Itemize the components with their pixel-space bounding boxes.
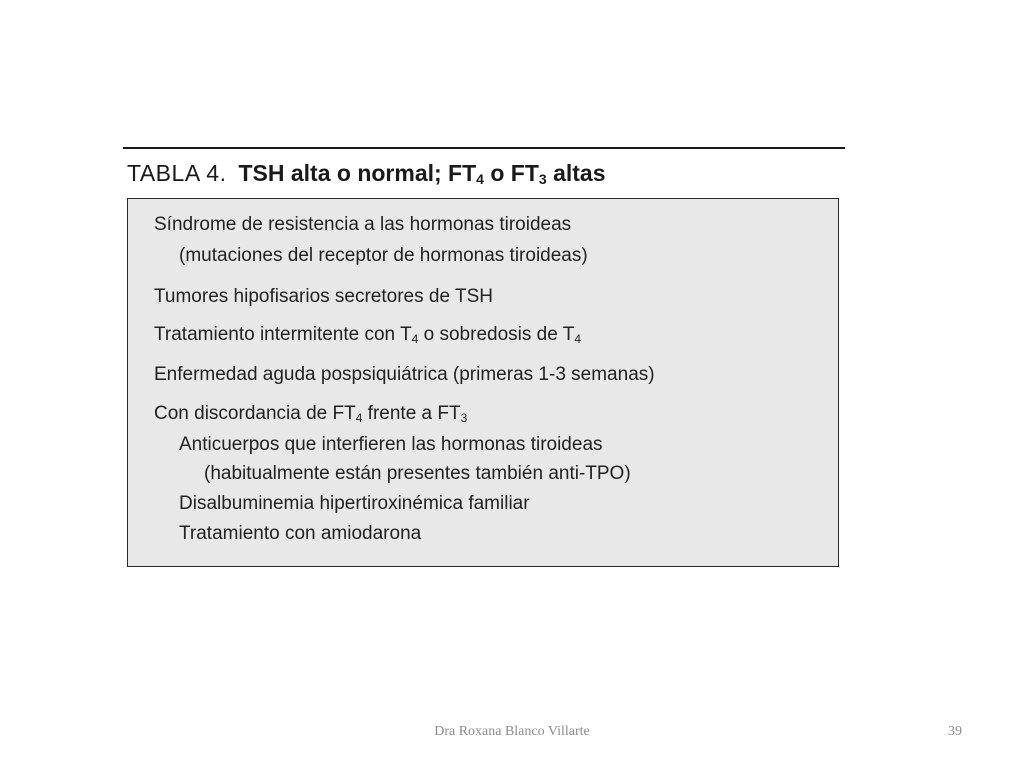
table-heading-sub1: 4 [476, 171, 484, 187]
table-row-part1: Tratamiento intermitente con T [154, 324, 412, 345]
table-row: Enfermedad aguda pospsiquiátrica (primeras 1-3 semanas) [154, 364, 655, 385]
table-label: TABLA 4. [127, 160, 227, 186]
table-row: (habitualmente están presentes también anti-TPO) [204, 463, 631, 484]
table-row: (mutaciones del receptor de hormonas tiroideas) [179, 245, 588, 266]
table-row-sub2: 3 [460, 411, 468, 425]
table-content-box [127, 198, 839, 567]
table-4 [123, 147, 845, 544]
footer-author: Dra Roxana Blanco Villarte [434, 724, 590, 739]
table-heading-part1: TSH alta o normal; FT [238, 160, 477, 186]
table-row-sub1: 4 [411, 332, 419, 346]
table-top-rule [123, 147, 845, 149]
table-heading-part2: o FT [483, 160, 539, 186]
page-number: 39 [948, 724, 962, 739]
table-heading-sub2: 3 [538, 171, 547, 187]
table-heading-part3: altas [546, 160, 606, 186]
table-row: Síndrome de resistencia a las hormonas tiroideas [154, 214, 572, 235]
table-row-sub2: 4 [574, 332, 582, 346]
table-row: Anticuerpos que interfieren las hormonas tiroideas [179, 434, 603, 455]
table-row: Disalbuminemia hipertiroxinémica familiar [179, 493, 530, 514]
table-row [154, 323, 581, 351]
table-row-part2: frente a FT [362, 403, 461, 424]
table-heading [238, 160, 605, 186]
table-row-sub1: 4 [355, 411, 363, 425]
table-row [154, 402, 467, 430]
table-row: Tumores hipofisarios secretores de TSH [154, 286, 493, 307]
table-row-part1: Con discordancia de FT [154, 403, 356, 424]
table-row-part2: o sobredosis de T [418, 324, 575, 345]
table-row: Tratamiento con amiodarona [179, 523, 422, 544]
table-title [123, 155, 845, 191]
